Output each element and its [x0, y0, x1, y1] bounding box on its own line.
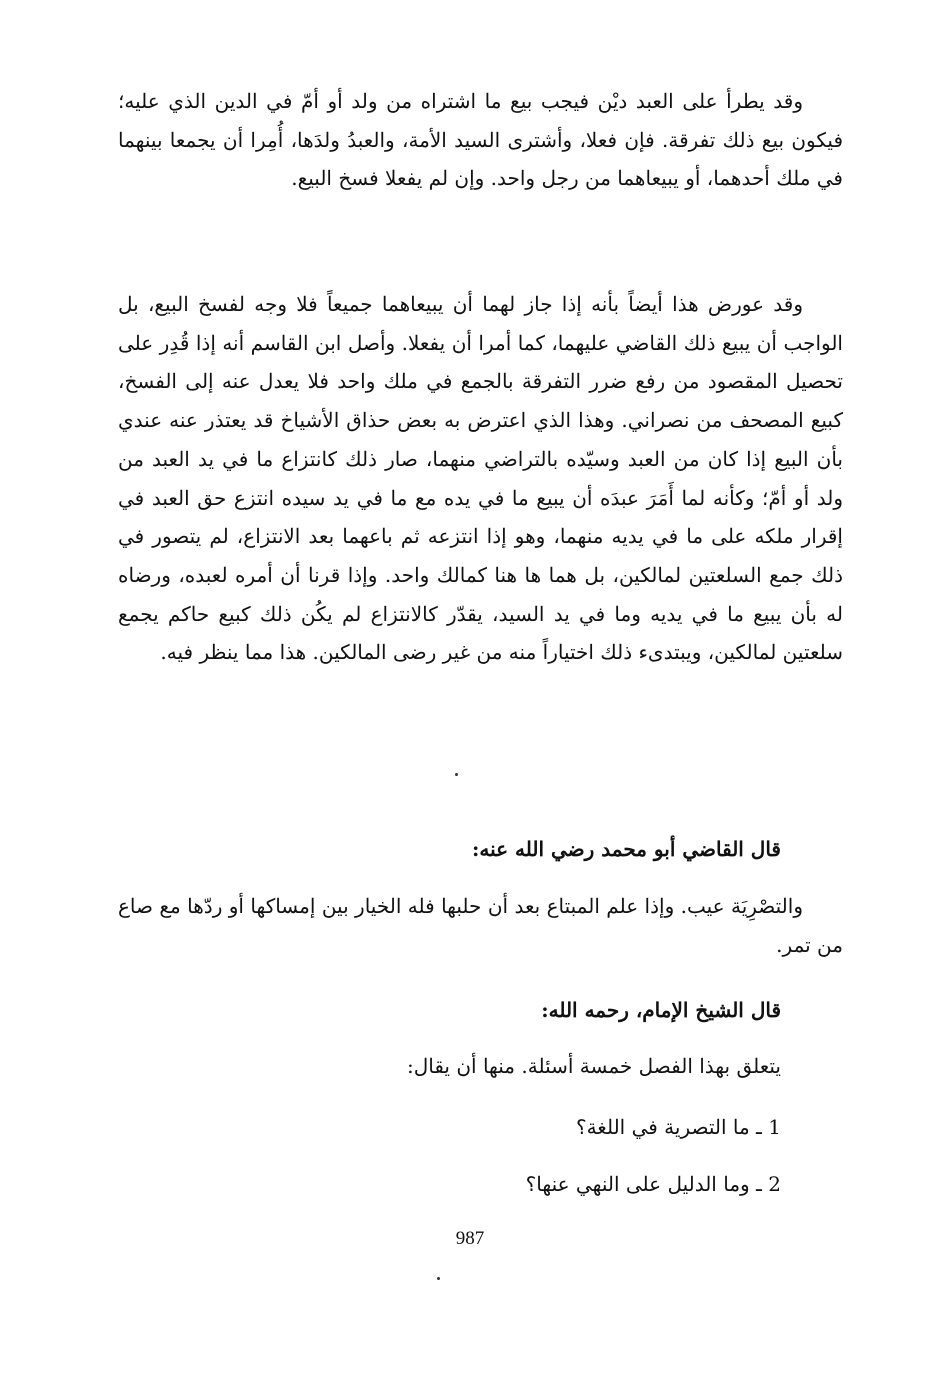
scan-speck — [455, 773, 458, 776]
question-1: 1 ـ ما التصرية في اللغة؟ — [575, 1115, 781, 1139]
page-number: 987 — [455, 1228, 485, 1249]
scan-speck — [437, 1277, 440, 1280]
section-heading-imam: قال الشيخ الإمام، رحمه الله: — [541, 998, 781, 1022]
paragraph-3: والتصْرِيَة عيب. وإذا علم المبتاع بعد أن حلبها فله الخيار بين إمساكها أو ردّها مع صاع من تمر. — [118, 894, 843, 957]
section-heading-judge: قال القاضي أبو محمد رضي الله عنه: — [472, 837, 781, 861]
paragraph-2: وقد عورض هذا أيضاً بأنه إذا جاز لهما أن يبيعاهما جميعاً فلا وجه لفسخ البيع، بل الواجب أن يبيع ذلك القاضي عليهما، كما أمرا أن يفعلا. وأصل ابن القاسم أنه إذا قُدِر على تحصيل المقصود من رفع ضرر التفرقة بالجمع في ملك واحد فلا يعدل عنه إلى الفسخ، كبيع المصحف من نصراني. وهذا الذي اعترض به بعض حذاق الأشياخ قد يعتذر عنه عندي بأن البيع إذا كان من العبد وسيّده بالتراضي منهما، صار ذلك كانتزاع ما في يد العبد من ولد أو أمّ؛ وكأنه لما أَمَرَ عبدَه أن يبيع ما في يده مع ما في يد سيده انتزع حق العبد في إقرار ملكه على ما في يديه منهما، وهو إذا انتزعه ثم باعهما بعد الانتزاع، لم يتصور في ذلك جمع السلعتين لمالكين، بل هما ها هنا كمالك واحد. وإذا قرنا أن أمره لعبده، ورضاه له بأن يبيع ما في يديه وما في يد السيد، يقدّر كالانتزاع لم يكُن ذلك كبيع حاكم يجمع سلعتين لمالكين، ويبتدىء ذلك اختياراً منه من غير رضى المالكين. هذا مما ينظر فيه. — [118, 292, 843, 665]
paragraph-1: وقد يطرأ على العبد ديْن فيجب بيع ما اشتراه من ولد أو أمّ في الدين الذي عليه؛ فيكون بيع ذلك تفرقة. فإن فعلا، وأشترى السيد الأمة، والعبدُ ولدَها، أُمِرا أن يجمعا بينهما في ملك أحدهما، أو يبيعاهما من رجل واحد. وإن لم يفعلا فسخ البيع. — [118, 89, 843, 191]
intro-line: يتعلق بهذا الفصل خمسة أسئلة. منها أن يقال: — [406, 1054, 781, 1078]
question-2: 2 ـ وما الدليل على النهي عنها؟ — [525, 1172, 781, 1196]
